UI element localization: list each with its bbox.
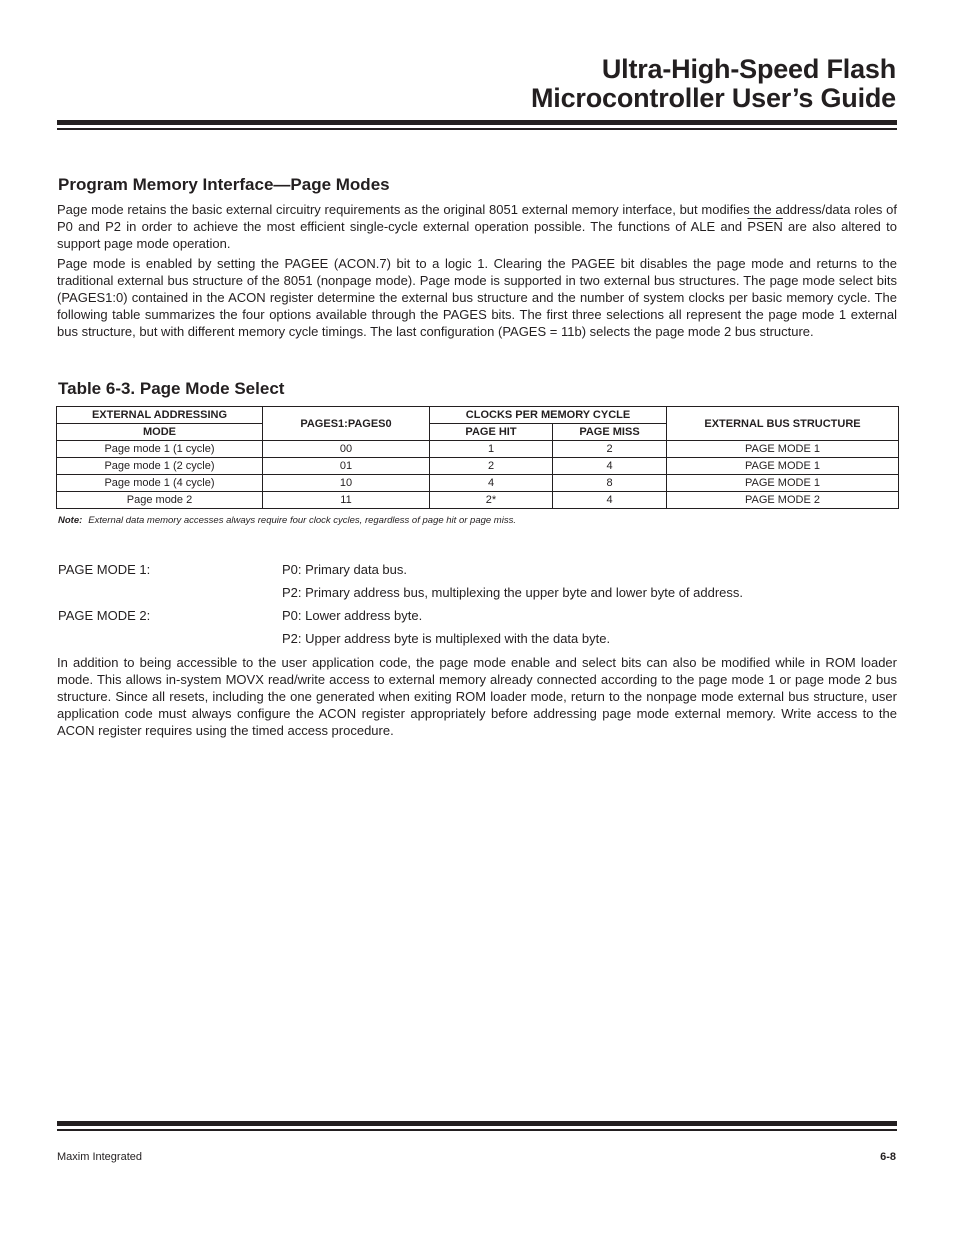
cell-bus: PAGE MODE 1	[667, 441, 899, 458]
footer-rule-thin	[57, 1129, 897, 1131]
cell-miss: 8	[553, 475, 667, 492]
cell-mode: Page mode 1 (1 cycle)	[57, 441, 263, 458]
page-mode-2-label: PAGE MODE 2:	[58, 608, 151, 623]
table-row	[57, 492, 899, 509]
page-mode-table	[56, 406, 899, 509]
document-title	[196, 55, 896, 113]
page-mode-paragraph: Page mode is enabled by setting the PAGEE (ACON.7) bit to a logic 1. Clearing the PAGEE bit disables the page mode and returns to the traditional external bus structure of the 8051 (nonpage mode). Page mode is supported in two external bus structures. The page mode select bits (PAGES1:0) contained in the ACON register determine the external bus structure and the number of system clocks per basic memory cycle. The following table summarizes the four options available through the PAGES bits. The first three selections all represent the page mode 1 external bus structure, but with different memory cycle timings. The last configuration (PAGES = 11b) selects the page mode 2 bus structure.	[57, 256, 897, 339]
cell-miss: 4	[553, 458, 667, 475]
cell-hit: 4	[430, 475, 553, 492]
cell-bus: PAGE MODE 1	[667, 475, 899, 492]
cell-pages: 00	[263, 441, 430, 458]
footer-rule-thick	[57, 1121, 897, 1126]
cell-miss: 2	[553, 441, 667, 458]
note-label: Note:	[58, 515, 83, 526]
cell-mode: Page mode 1 (2 cycle)	[57, 458, 263, 475]
cell-bus: PAGE MODE 2	[667, 492, 899, 509]
page-mode-1-p2: P2: Primary address bus, multiplexing the upper byte and lower byte of address.	[282, 585, 744, 600]
header-pages: PAGES1:PAGES0	[263, 407, 430, 441]
cell-hit: 2*	[430, 492, 553, 509]
table-row	[57, 458, 899, 475]
page-mode-1-label: PAGE MODE 1:	[58, 562, 151, 577]
header-clocks: CLOCKS PER MEMORY CYCLE	[430, 407, 667, 424]
cell-pages: 11	[263, 492, 430, 509]
page-number: 6-8	[880, 1151, 896, 1163]
header-bus-structure: EXTERNAL BUS STRUCTURE	[667, 407, 899, 441]
section-heading: Program Memory Interface—Page Modes	[58, 175, 390, 194]
note-text: External data memory accesses always require four clock cycles, regardless of page hit or page miss.	[88, 515, 516, 526]
footer-company: Maxim Integrated	[57, 1151, 142, 1163]
cell-pages: 10	[263, 475, 430, 492]
table-title: Table 6-3. Page Mode Select	[58, 379, 285, 398]
header-rule-thin	[57, 128, 897, 130]
header-external-addressing: EXTERNAL ADDRESSING	[57, 407, 263, 424]
table-row	[57, 441, 899, 458]
header-page-hit: PAGE HIT	[430, 424, 553, 441]
table-row	[57, 475, 899, 492]
intro-text-b: are also altered to support page mode operation.	[57, 219, 897, 251]
intro-paragraph	[57, 201, 897, 252]
document-title-line2: Microcontroller User’s Guide	[531, 83, 896, 113]
closing-paragraph: In addition to being accessible to the user application code, the page mode enable and select bits can also be modified while in ROM loader mode. This allows in-system MOVX read/write access to external memory already connected according to the page mode 1 or page mode 2 bus structure. Since all resets, including the one generated when exiting ROM loader mode, return to the nonpage mode external bus structure, user application code must always configure the ACON register appropriately before addressing page mode external memory. Write access to the ACON register requires using the timed access procedure.	[57, 655, 897, 738]
page-mode-1-p0: P0: Primary data bus.	[282, 562, 407, 577]
psen-signal: PSEN	[747, 219, 783, 234]
cell-pages: 01	[263, 458, 430, 475]
page-mode-2-p0: P0: Lower address byte.	[282, 608, 423, 623]
cell-mode: Page mode 2	[57, 492, 263, 509]
intro-text-a: Page mode retains the basic external circuitry requirements as the original 8051 external memory interface, but modifies the address/data roles of P0 and P2 in order to achieve the most efficient single-cycle external operation possible. The functions of ALE and	[57, 202, 897, 234]
table-note	[58, 515, 516, 526]
header-mode: MODE	[57, 424, 263, 441]
cell-hit: 1	[430, 441, 553, 458]
page-mode-2-p2: P2: Upper address byte is multiplexed with the data byte.	[282, 631, 611, 646]
cell-miss: 4	[553, 492, 667, 509]
header-page-miss: PAGE MISS	[553, 424, 667, 441]
cell-mode: Page mode 1 (4 cycle)	[57, 475, 263, 492]
cell-bus: PAGE MODE 1	[667, 458, 899, 475]
header-rule-thick	[57, 120, 897, 125]
cell-hit: 2	[430, 458, 553, 475]
document-title-line1: Ultra-High-Speed Flash	[601, 54, 896, 84]
